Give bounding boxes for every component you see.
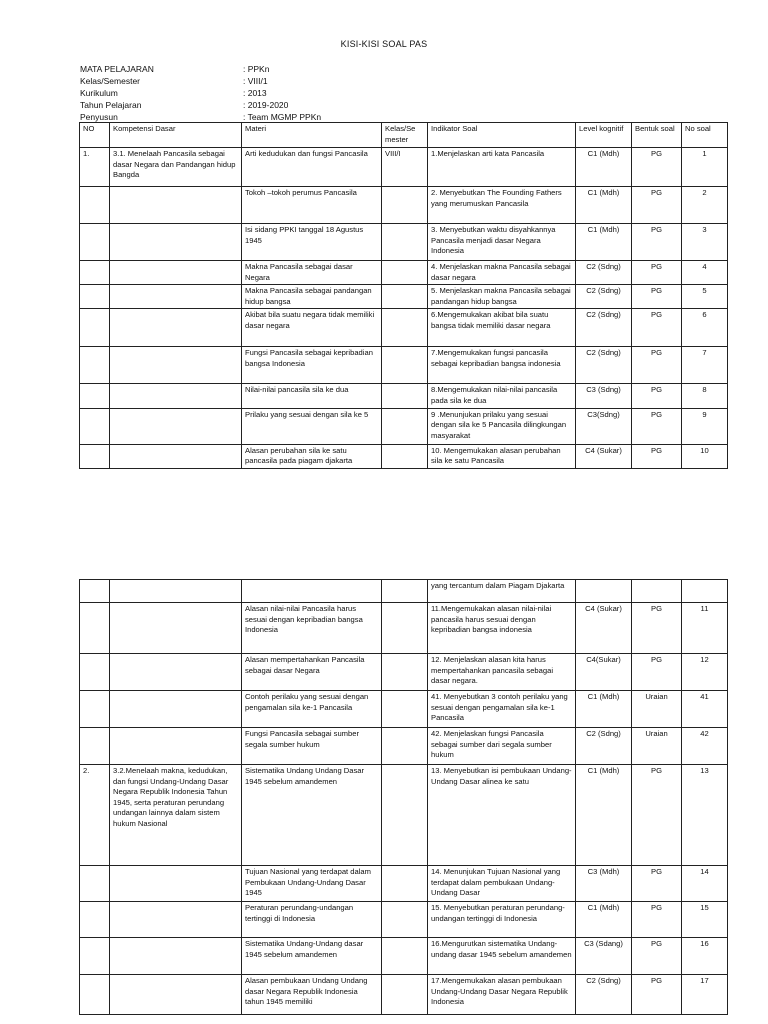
meta-value: : VIII/1 [243,76,268,86]
materi-cell: Sistematika Undang-Undang dasar 1945 sebelum amandemen [242,938,382,975]
no-soal-cell: 10 [682,444,728,468]
level-cell: C1 (Mdh) [576,187,632,224]
indikator-cell: 10. Mengemukakan alasan perubahan sila ke satu Pancasila [428,444,576,468]
kompetensi-cell [110,347,242,384]
meta-value: : 2013 [243,88,267,98]
indikator-cell: 7.Mengemukakan fungsi pancasila sebagai kepribadian bangsa indonesia [428,347,576,384]
no-soal-cell: 9 [682,408,728,444]
level-cell: C1 (Mdh) [576,765,632,866]
bentuk-cell [632,580,682,603]
no-soal-cell: 3 [682,224,728,261]
kompetensi-cell [110,309,242,347]
indikator-cell: 17.Mengemukakan alasan pembukaan Undang-Undang Dasar Negara Republik Indonesia [428,975,576,1015]
bentuk-cell: PG [632,347,682,384]
no-soal-cell: 5 [682,285,728,309]
kompetensi-cell [110,261,242,285]
level-cell: C2 (Sdng) [576,728,632,765]
kelas-cell [382,728,428,765]
indikator-cell: 41. Menyebutkan 3 contoh perilaku yang sesuai dengan pengamalan sila ke-1 Pancasila [428,691,576,728]
no-cell [80,691,110,728]
kelas-cell [382,691,428,728]
document-title: KISI-KISI SOAL PAS [340,39,428,49]
materi-cell: Fungsi Pancasila sebagai kepribadian bangsa Indonesia [242,347,382,384]
kompetensi-cell [110,187,242,224]
indikator-cell: 6.Mengemukakan akibat bila suatu bangsa tidak memiliki dasar negara [428,309,576,347]
level-cell: C2 (Sdng) [576,975,632,1015]
materi-cell: Contoh perilaku yang sesuai dengan pengamalan sila ke-1 Pancasila [242,691,382,728]
header-cell: Bentuk soal [632,123,682,148]
materi-cell [242,580,382,603]
kisi-kisi-table-page-1 [79,122,728,469]
indikator-cell: 2. Menyebutkan The Founding Fathers yang merumuskan Pancasila [428,187,576,224]
no-cell [80,309,110,347]
no-soal-cell: 4 [682,261,728,285]
no-cell [80,285,110,309]
materi-cell: Makna Pancasila sebagai pandangan hidup bangsa [242,285,382,309]
indikator-cell: 8.Mengemukakan nilai-nilai pancasila pada sila ke dua [428,384,576,408]
level-cell: C4 (Sukar) [576,603,632,654]
kompetensi-cell [110,975,242,1015]
table-row [80,384,728,408]
no-soal-cell: 13 [682,765,728,866]
no-soal-cell: 7 [682,347,728,384]
meta-label: MATA PELAJARAN [80,64,154,74]
bentuk-cell: PG [632,261,682,285]
level-cell: C1 (Mdh) [576,691,632,728]
materi-cell: Tujuan Nasional yang terdapat dalam Pembukaan Undang-Undang Dasar 1945 [242,866,382,902]
meta-row [80,87,321,99]
indikator-cell: yang tercantum dalam Piagam Djakarta [428,580,576,603]
kelas-cell [382,224,428,261]
bentuk-cell: PG [632,408,682,444]
level-cell: C4 (Sukar) [576,444,632,468]
meta-value: : PPKn [243,64,270,74]
level-cell: C2 (Sdng) [576,285,632,309]
table-row [80,603,728,654]
kelas-cell [382,938,428,975]
level-cell: C4(Sukar) [576,654,632,691]
level-cell: C1 (Mdh) [576,148,632,187]
table-row [80,938,728,975]
bentuk-cell: PG [632,444,682,468]
kelas-cell: VIII/I [382,148,428,187]
kompetensi-cell [110,728,242,765]
no-cell [80,975,110,1015]
level-cell: C3(Sdng) [576,408,632,444]
kelas-cell [382,866,428,902]
table-row [80,347,728,384]
materi-cell: Fungsi Pancasila sebagai sumber segala sumber hukum [242,728,382,765]
no-soal-cell: 8 [682,384,728,408]
table-header [80,123,728,148]
no-cell [80,728,110,765]
kelas-cell [382,975,428,1015]
no-cell [80,902,110,938]
table-row [80,148,728,187]
bentuk-cell: PG [632,148,682,187]
materi-cell: Peraturan perundang-undangan tertinggi di Indonesia [242,902,382,938]
kelas-cell [382,347,428,384]
meta-row [80,75,321,87]
bentuk-cell: PG [632,384,682,408]
kelas-cell [382,408,428,444]
table-row [80,866,728,902]
no-soal-cell: 1 [682,148,728,187]
indikator-cell: 5. Menjelaskan makna Pancasila sebagai pandangan hidup bangsa [428,285,576,309]
no-soal-cell: 11 [682,603,728,654]
header-row [80,123,728,148]
meta-label: Penyusun [80,112,118,122]
indikator-cell: 13. Menyebutkan isi pembukaan Undang-Undang Dasar alinea ke satu [428,765,576,866]
indikator-cell: 4. Menjelaskan makna Pancasila sebagai dasar negara [428,261,576,285]
table-row [80,187,728,224]
kelas-cell [382,309,428,347]
kisi-kisi-table-page-2 [79,579,728,1015]
table-row [80,728,728,765]
meta-label: Tahun Pelajaran [80,100,142,110]
no-soal-cell: 42 [682,728,728,765]
kompetensi-cell [110,902,242,938]
no-cell [80,603,110,654]
table-row [80,285,728,309]
level-cell: C1 (Mdh) [576,902,632,938]
materi-cell: Alasan perubahan sila ke satu pancasila pada piagam djakarta [242,444,382,468]
no-cell [80,654,110,691]
materi-cell: Isi sidang PPKI tanggal 18 Agustus 1945 [242,224,382,261]
meta-row [80,99,321,111]
bentuk-cell: PG [632,902,682,938]
materi-cell: Alasan pembukaan Undang Undang dasar Negara Republik Indonesia tahun 1945 memiliki [242,975,382,1015]
kompetensi-cell [110,408,242,444]
kompetensi-cell [110,384,242,408]
meta-label: Kelas/Semester [80,76,140,86]
no-cell [80,187,110,224]
materi-cell: Arti kedudukan dan fungsi Pancasila [242,148,382,187]
no-soal-cell: 12 [682,654,728,691]
kompetensi-cell [110,285,242,309]
table-row [80,408,728,444]
bentuk-cell: PG [632,975,682,1015]
materi-cell: Sistematika Undang Undang Dasar 1945 sebelum amandemen [242,765,382,866]
materi-cell: Makna Pancasila sebagai dasar Negara [242,261,382,285]
kompetensi-cell [110,580,242,603]
bentuk-cell: PG [632,224,682,261]
no-soal-cell: 17 [682,975,728,1015]
meta-row [80,63,321,75]
header-cell: NO [80,123,110,148]
meta-value: : Team MGMP PPKn [243,112,322,122]
no-cell [80,938,110,975]
indikator-cell: 11.Mengemukakan alasan nilai-nilai pancasila harus sesuai dengan kepribadian bangsa indonesia [428,603,576,654]
indikator-cell: 14. Menunjukan Tujuan Nasional yang terdapat dalam pembukaan Undang-Undang Dasar [428,866,576,902]
level-cell: C1 (Mdh) [576,224,632,261]
table-row [80,691,728,728]
table-row [80,902,728,938]
kelas-cell [382,603,428,654]
header-cell: No soal [682,123,728,148]
table-row [80,975,728,1015]
kompetensi-cell [110,603,242,654]
no-cell [80,261,110,285]
level-cell [576,580,632,603]
no-cell [80,347,110,384]
indikator-cell: 1.Menjelaskan arti kata Pancasila [428,148,576,187]
kelas-cell [382,384,428,408]
no-cell [80,580,110,603]
kompetensi-cell [110,866,242,902]
materi-cell: Prilaku yang sesuai dengan sila ke 5 [242,408,382,444]
kelas-cell [382,654,428,691]
materi-cell: Tokoh –tokoh perumus Pancasila [242,187,382,224]
indikator-cell: 16.Mengurutkan sistematika Undang-undang dasar 1945 sebelum amandemen [428,938,576,975]
bentuk-cell: PG [632,187,682,224]
no-soal-cell [682,580,728,603]
materi-cell: Akibat bila suatu negara tidak memiliki dasar negara [242,309,382,347]
materi-cell: Alasan nilai-nilai Pancasila harus sesuai dengan kepribadian bangsa Indonesia [242,603,382,654]
indikator-cell: 9 .Menunjukan prilaku yang sesuai dengan sila ke 5 Pancasila dilingkungan masyarakat [428,408,576,444]
header-cell: Kompetensi Dasar [110,123,242,148]
table-row [80,654,728,691]
no-soal-cell: 2 [682,187,728,224]
no-cell: 2. [80,765,110,866]
kompetensi-cell [110,444,242,468]
indikator-cell: 15. Menyebutkan peraturan perundang-undangan tertinggi di Indonesia [428,902,576,938]
kompetensi-cell: 3.1. Menelaah Pancasila sebagai dasar Negara dan Pandangan hidup Bangda [110,148,242,187]
materi-cell: Alasan mempertahankan Pancasila sebagai dasar Negara [242,654,382,691]
kelas-cell [382,902,428,938]
bentuk-cell: PG [632,866,682,902]
kompetensi-cell: 3.2.Menelaah makna, kedudukan, dan fungsi Undang-Undang Dasar Negara Republik Indonesia Tahun 1945, serta peraturan perundang undangan lainnya dalam sistem hukum Nasional [110,765,242,866]
no-soal-cell: 15 [682,902,728,938]
table-row [80,580,728,603]
table-row [80,261,728,285]
kelas-cell [382,765,428,866]
kompetensi-cell [110,224,242,261]
kompetensi-cell [110,654,242,691]
level-cell: C2 (Sdng) [576,309,632,347]
bentuk-cell: PG [632,309,682,347]
header-cell: Level kognitif [576,123,632,148]
table-body [80,580,728,1015]
bentuk-cell: Uraian [632,728,682,765]
kelas-cell [382,444,428,468]
bentuk-cell: PG [632,285,682,309]
kelas-cell [382,187,428,224]
kompetensi-cell [110,938,242,975]
no-cell [80,866,110,902]
meta-label: Kurikulum [80,88,118,98]
header-cell: Materi [242,123,382,148]
bentuk-cell: PG [632,654,682,691]
level-cell: C3 (Sdang) [576,938,632,975]
bentuk-cell: PG [632,603,682,654]
no-cell [80,224,110,261]
no-cell [80,444,110,468]
kompetensi-cell [110,691,242,728]
kelas-cell [382,285,428,309]
level-cell: C2 (Sdng) [576,347,632,384]
table-row [80,444,728,468]
no-soal-cell: 14 [682,866,728,902]
no-soal-cell: 16 [682,938,728,975]
indikator-cell: 42. Menjelaskan fungsi Pancasila sebagai sumber dari segala sumber hukum [428,728,576,765]
bentuk-cell: PG [632,938,682,975]
no-cell: 1. [80,148,110,187]
kelas-cell [382,580,428,603]
table-row [80,224,728,261]
kelas-cell [382,261,428,285]
meta-block [80,63,321,123]
no-soal-cell: 41 [682,691,728,728]
materi-cell: Nilai-nilai pancasila sila ke dua [242,384,382,408]
no-cell [80,384,110,408]
bentuk-cell: Uraian [632,691,682,728]
level-cell: C2 (Sdng) [576,261,632,285]
bentuk-cell: PG [632,765,682,866]
meta-value: : 2019-2020 [243,100,289,110]
indikator-cell: 12. Menjelaskan alasan kita harus mempertahankan pancasila sebagai dasar negara. [428,654,576,691]
no-cell [80,408,110,444]
table-row [80,309,728,347]
header-cell: Kelas/Se mester [382,123,428,148]
table-body [80,148,728,469]
level-cell: C3 (Mdh) [576,866,632,902]
level-cell: C3 (Sdng) [576,384,632,408]
header-cell: Indikator Soal [428,123,576,148]
no-soal-cell: 6 [682,309,728,347]
indikator-cell: 3. Menyebutkan waktu disyahkannya Pancasila menjadi dasar Negara Indonesia [428,224,576,261]
table-row [80,765,728,866]
